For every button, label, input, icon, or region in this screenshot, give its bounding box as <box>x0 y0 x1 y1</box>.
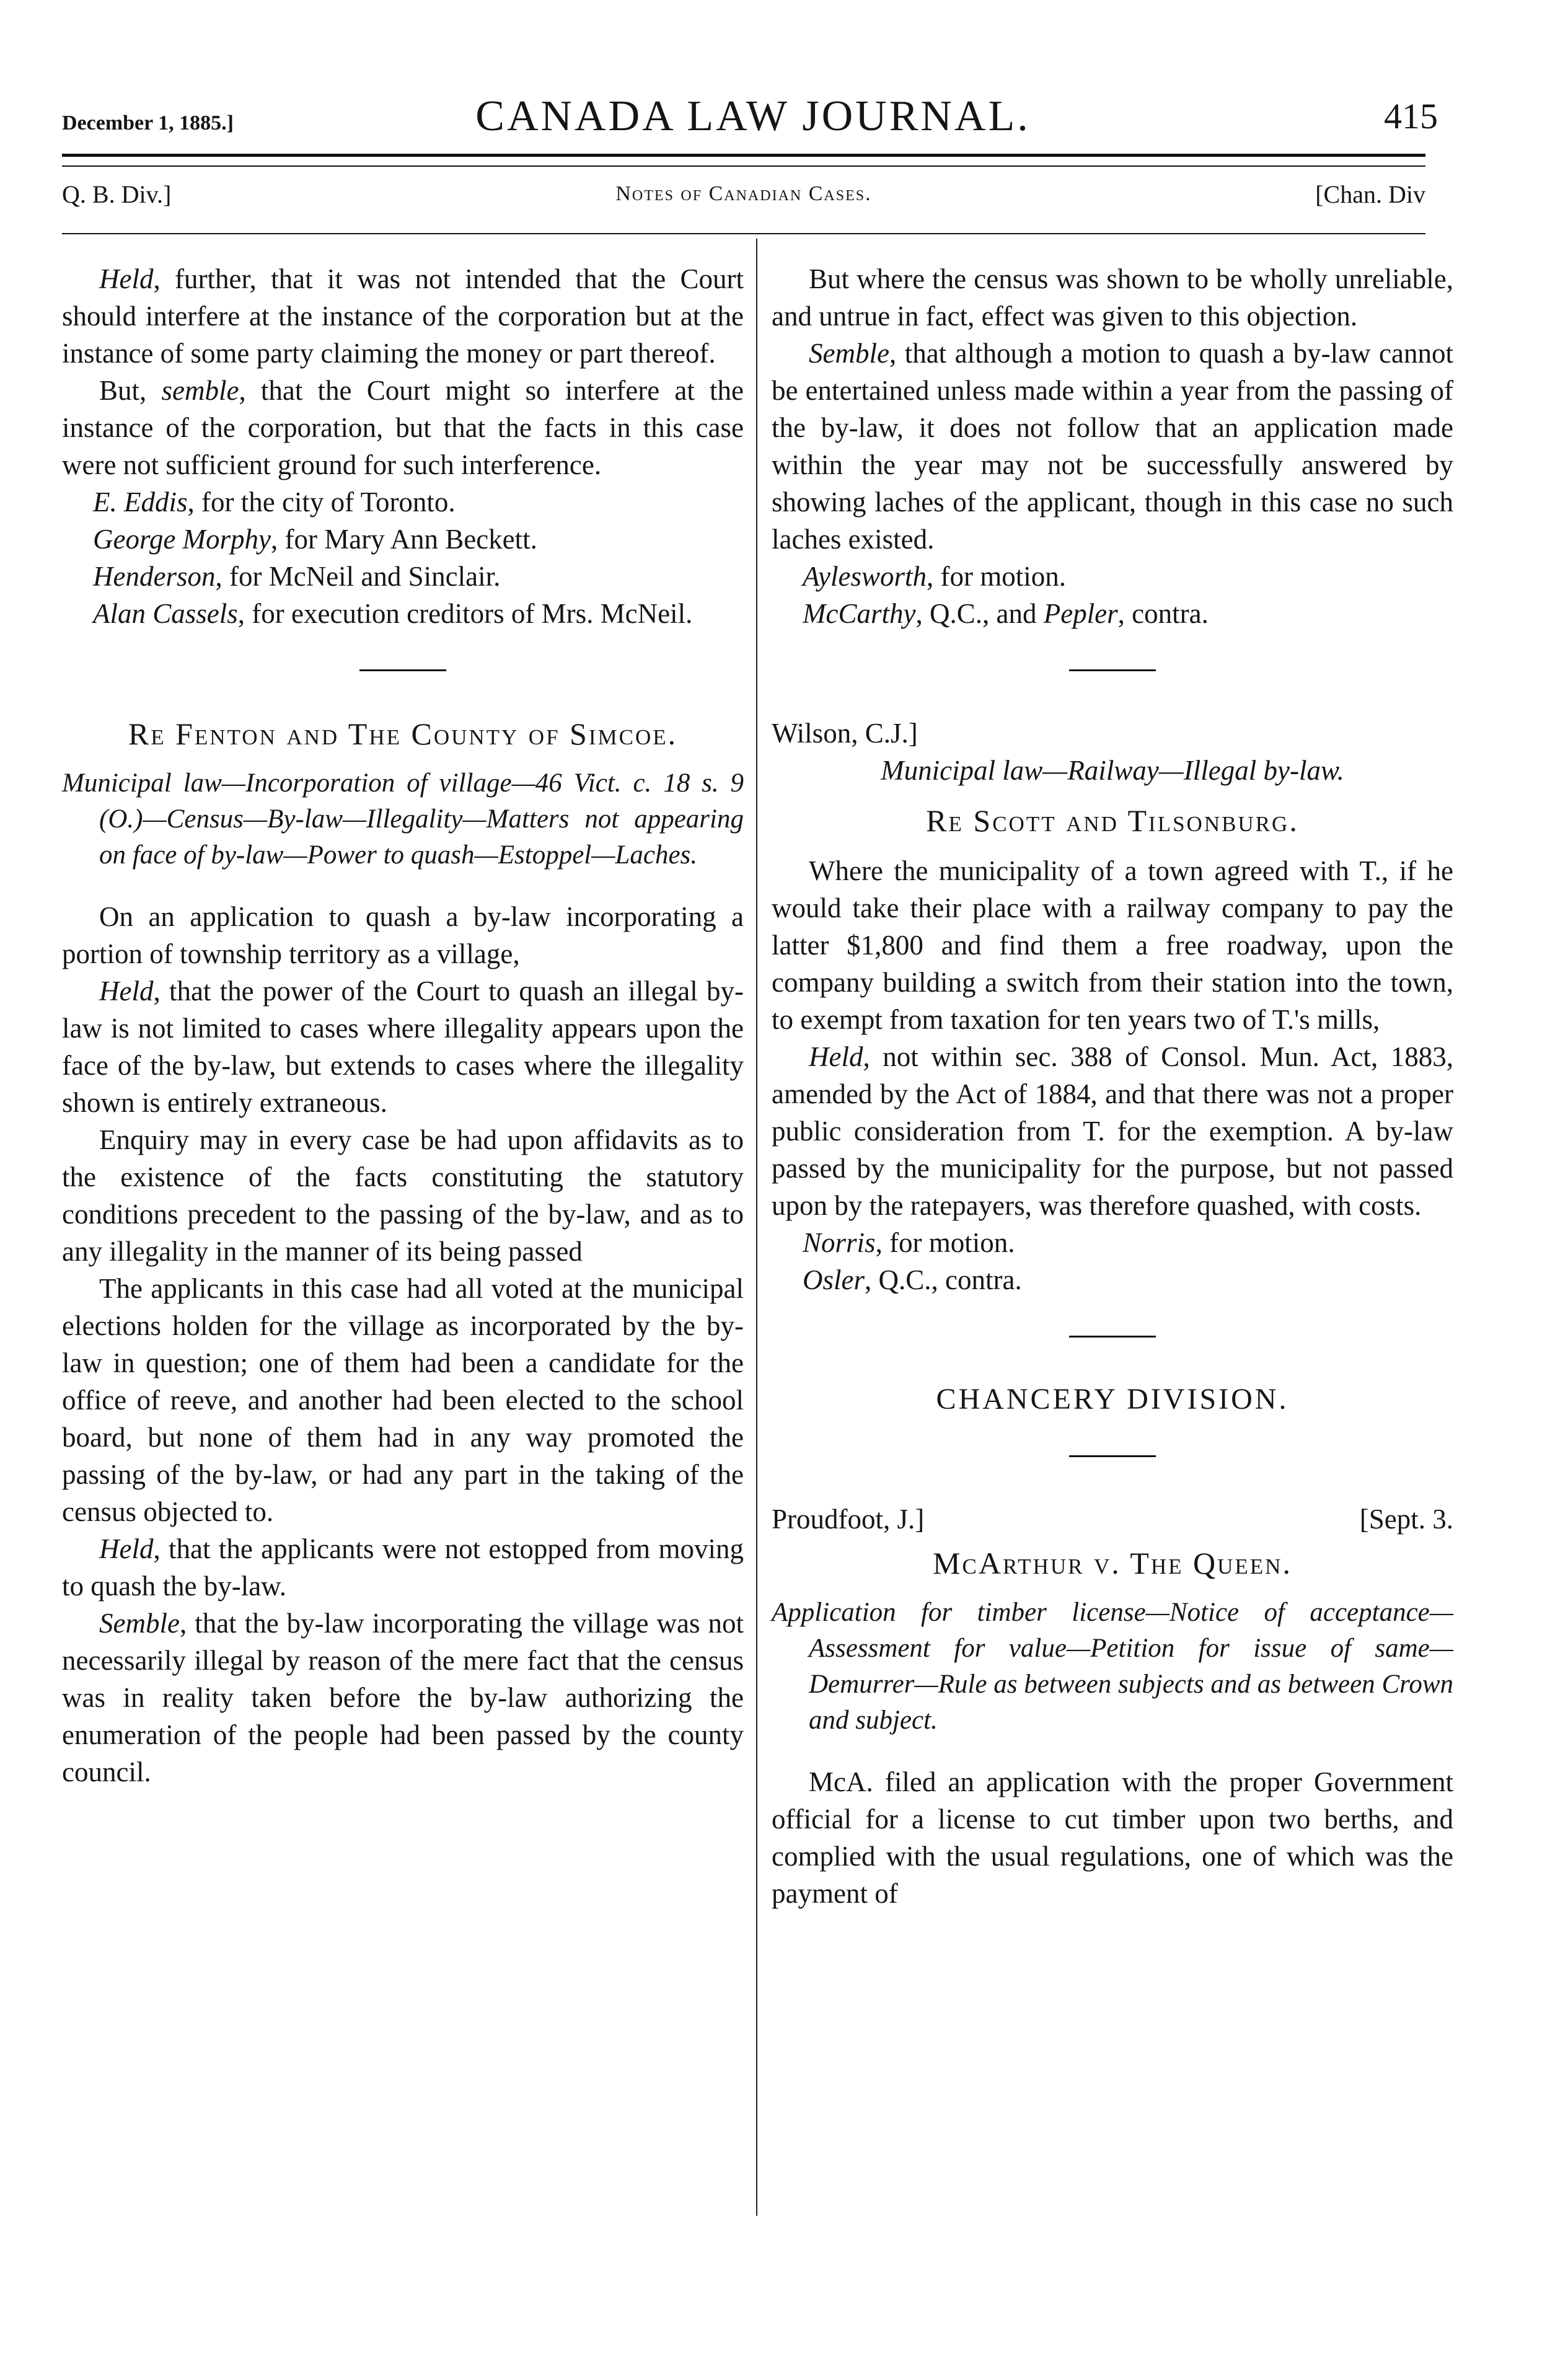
case-title: Re Scott and Tilsonburg. <box>926 803 1299 838</box>
case-headnote: Municipal law—Incorporation of village—46 Vict. c. 18 s. 9 (O.)—Census—By-law—Illegality—Matters not appearing on face of by-law—Power to quash—Estoppel—Laches. <box>62 769 744 870</box>
case-separator <box>359 669 446 671</box>
case-headnote: Application for timber license—Notice of acceptance—Assessment for value—Petition for issue of same—Demurrer—Rule as between subjects and as between Crown and subject. <box>772 1598 1453 1735</box>
judge-date-line <box>772 1501 1453 1538</box>
issue-date: December 1, 1885.] <box>62 112 234 134</box>
counsel-line: George Morphy, for Mary Ann Beckett. <box>93 524 537 555</box>
paragraph: Semble, that the by-law incorporating the village was not necessarily illegal by reason of the mere fact that the census was in reality taken before the by-law authorizing the enumeration of the people had been passed by the county council. <box>62 1608 744 1787</box>
counsel-line: E. Eddis, for the city of Toronto. <box>93 487 456 518</box>
section-head-center: Notes of Canadian Cases. <box>615 182 872 205</box>
column-divider <box>756 239 757 2216</box>
counsel-line: McCarthy, Q.C., and Pepler, contra. <box>803 598 1209 629</box>
paragraph: Enquiry may in every case be had upon affidavits as to the existence of the facts constituting the statutory conditions precedent to the passing of the by-law, and as to any illegality in the manner of its being passed <box>62 1124 744 1267</box>
running-head <box>62 92 1444 148</box>
paragraph: Semble, that although a motion to quash a by-law cannot be entertained unless made within a year from the passing of the by-law, it does not follow that an application made within the year may not be successfully answered by showing laches of the applicant, though in this case no such laches existed. <box>772 338 1453 555</box>
counsel-line: Henderson, for McNeil and Sinclair. <box>93 561 501 592</box>
judge-name: Proudfoot, J.] <box>772 1504 925 1535</box>
paragraph: But, semble, that the Court might so interfere at the instance of the corporation, but that the facts in this case were not sufficient ground for such interference. <box>62 375 744 480</box>
division-title: CHANCERY DIVISION. <box>936 1383 1289 1416</box>
paragraph: Held, that the applicants were not estopped from moving to quash the by-law. <box>62 1533 744 1602</box>
counsel-line: Osler, Q.C., contra. <box>803 1264 1022 1295</box>
section-rule <box>62 233 1425 234</box>
section-head <box>62 180 1425 223</box>
counsel-line: Aylesworth, for motion. <box>803 561 1066 592</box>
case-separator <box>1069 669 1156 671</box>
case-headnote: Municipal law—Railway—Illegal by-law. <box>881 755 1344 786</box>
paragraph: Held, not within sec. 388 of Consol. Mun. Act, 1883, amended by the Act of 1884, and that there was not a proper public consideration from T. for the exemption. A by-law passed by the municipality for the purpose, but not passed upon by the ratepayers, was therefore quashed, with costs. <box>772 1041 1453 1221</box>
paragraph: Where the municipality of a town agreed with T., if he would take their place with a railway company to pay the latter $1,800 and find them a free roadway, upon the company building a switch from their station into the town, to exempt from taxation for ten years two of T.'s mills, <box>772 855 1453 1035</box>
counsel-line: Norris, for motion. <box>803 1227 1015 1258</box>
header-double-rule <box>62 154 1425 167</box>
paragraph: But where the census was shown to be wholly unreliable, and untrue in fact, effect was given to this objection. <box>772 263 1453 332</box>
case-title: Re Fenton and The County of Simcoe. <box>128 716 678 751</box>
judge-line: Wilson, C.J.] <box>772 718 918 749</box>
section-head-right: [Chan. Div <box>1315 180 1425 208</box>
paragraph: On an application to quash a by-law incorporating a portion of township territory as a village, <box>62 901 744 969</box>
case-separator <box>1069 1455 1156 1457</box>
case-title: McArthur v. The Queen. <box>933 1546 1292 1580</box>
paragraph: Held, that the power of the Court to quash an illegal by-law is not limited to cases where illegality appears upon the face of the by-law, but extends to cases where the illegality shown is entirely extraneous. <box>62 976 744 1118</box>
page-number: 415 <box>1384 96 1438 136</box>
counsel-line: Alan Cassels, for execution creditors of Mrs. McNeil. <box>93 598 693 629</box>
paragraph: McA. filed an application with the proper Government official for a license to cut timber upon two berths, and complied with the usual regulations, one of which was the payment of <box>772 1766 1453 1909</box>
decision-date: [Sept. 3. <box>1359 1504 1453 1535</box>
paragraph: Held, further, that it was not intended that the Court should interfere at the instance of the corporation but at the instance of some party claiming the money or part thereof. <box>62 263 744 369</box>
journal-title: CANADA LAW JOURNAL. <box>475 92 1031 140</box>
left-column <box>62 260 744 1791</box>
right-column <box>772 260 1453 1912</box>
section-head-left: Q. B. Div.] <box>62 180 172 208</box>
paragraph: The applicants in this case had all voted at the municipal elections holden for the village as incorporated by the by-law in question; one of them had been a candidate for the office of reeve, and another had been elected to the school board, but none of them had in any way promoted the passing of the by-law, or had any part in the taking of the census objected to. <box>62 1273 744 1527</box>
case-separator <box>1069 1336 1156 1338</box>
